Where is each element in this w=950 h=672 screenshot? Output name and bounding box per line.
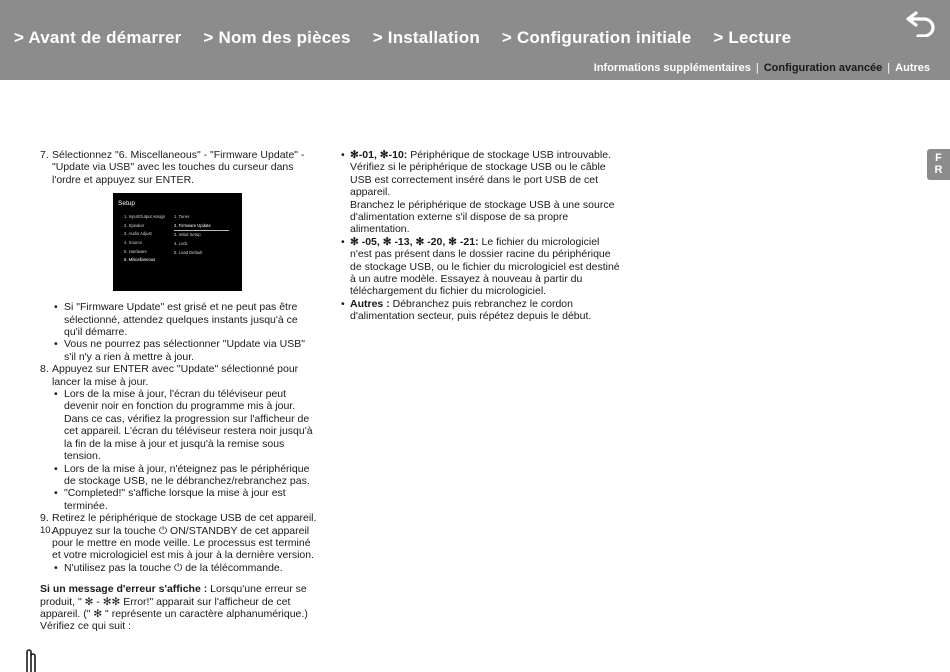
nav-installation[interactable]: > Installation (372, 28, 480, 47)
error-code-item (341, 298, 621, 323)
bullet-text: Si "Firmware Update" est grisé et ne peut pas être sélectionné, attendez quelques instants jusqu'à ce qu'il démarre. (64, 301, 298, 339)
setup-submenu-item-selected: 2. Firmware Update (174, 222, 229, 232)
return-arrow-icon[interactable] (904, 9, 938, 37)
bullet-icon: • (54, 301, 58, 314)
main-navigation (14, 28, 813, 48)
nav-configuration-initiale[interactable]: > Configuration initiale (501, 28, 692, 47)
right-column (341, 149, 621, 323)
setup-menu-sub (174, 213, 229, 257)
bullet-text: N'utilisez pas la touche ⏻ de la télécommande. (64, 561, 283, 574)
error-code-item (341, 236, 621, 298)
sub-navigation (594, 62, 930, 74)
step-text: Appuyez sur ENTER avec "Update" sélectionné pour lancer la mise à jour. (52, 363, 299, 388)
bullet-icon: • (54, 561, 58, 574)
setup-menu-main (124, 213, 165, 265)
bullet-item (40, 487, 318, 512)
bullet-icon: • (341, 149, 345, 161)
error-code-text: Branchez le périphérique de stockage USB à une source d'alimentation externe s'il dispose de sa propre alimentation. (350, 198, 615, 236)
error-code-label: ✻ -05, ✻ -13, ✻ -20, ✻ -21: (350, 235, 479, 248)
language-letter: F (935, 152, 942, 164)
setup-menu-item-selected: 6. Miscellaneous (124, 257, 156, 263)
error-code-text: Le fichier du micrologiciel n'est pas présent dans le dossier racine du périphérique de stockage USB, ou le fichier du micrologiciel est destiné à un autre modèle. Essayez à nouveau à partir du téléchargement du fichier du micrologiciel. (350, 235, 620, 298)
bullet-text: "Completed!" s'affiche lorsque la mise à jour est terminée. (64, 487, 286, 512)
bullet-icon: • (54, 462, 58, 475)
error-code-text: Périphérique de stockage USB introuvable. Vérifiez si le périphérique de stockage USB ou le câble USB est correctement inséré dans le port USB de cet appareil. (350, 149, 611, 199)
setup-menu-item: 1. Input/Output Assign (124, 214, 166, 220)
bullet-item (40, 562, 318, 574)
bullet-item (40, 388, 318, 462)
error-code-item (341, 149, 621, 236)
bullet-item (40, 338, 318, 363)
step-number: 8. (40, 363, 49, 376)
bullet-icon: • (341, 297, 345, 310)
setup-title: Setup (118, 200, 135, 208)
bullet-text: Vous ne pourrez pas sélectionner "Update via USB" s'il n'y a rien à mettre à jour. (64, 338, 305, 363)
subnav-informations[interactable]: Informations supplémentaires (593, 62, 751, 74)
bullet-item (40, 301, 318, 338)
setup-menu-item: 4. Source (124, 240, 142, 245)
setup-screen-image (113, 193, 242, 291)
subnav-configuration-avancee[interactable]: Configuration avancée (763, 62, 883, 74)
subnav-separator: | (755, 62, 759, 74)
step-9 (40, 512, 318, 524)
bullet-text: Lors de la mise à jour, l'écran du téléviseur peut devenir noir en fonction du programme mis à jour. Dans ce cas, vérifiez la progression sur l'afficheur de cet appareil. L'écran du téléviseur restera noir jusqu'à la fin de la mise à jour et jusqu'à la remise sous tension. (64, 388, 313, 463)
error-code-label: ✻-01, ✻-10: (350, 149, 408, 161)
error-code-label: Autres : (350, 297, 390, 310)
setup-menu-item: 5. Hardware (124, 248, 147, 254)
setup-submenu-item: 5. Load Default (174, 249, 203, 255)
nav-avant-de-demarrer[interactable]: > Avant de démarrer (14, 28, 182, 47)
setup-menu-item: 2. Speaker (124, 222, 145, 228)
subnav-separator: | (887, 62, 891, 74)
step-number: 10. (40, 524, 54, 536)
step-number: 7. (40, 149, 49, 161)
step-text: Retirez le périphérique de stockage USB de cet appareil. (52, 512, 317, 525)
error-text: Lorsqu'une erreur se produit, " ✻ - ✻✻ Error!" apparait sur l'afficheur de cet appareil. (" ✻ " représente un caractère alphanumérique.) Vérifiez ce qui suit : (40, 583, 308, 633)
bullet-icon: • (54, 338, 58, 351)
header-bar (0, 0, 950, 80)
step-number: 9. (40, 512, 49, 525)
nav-lecture[interactable]: > Lecture (713, 28, 792, 47)
bullet-icon: • (54, 388, 58, 401)
nav-nom-des-pieces[interactable]: > Nom des pièces (203, 28, 351, 47)
page-corner-mark-icon (24, 648, 37, 672)
bullet-text: Lors de la mise à jour, n'éteignez pas le périphérique de stockage USB, ne le débranchez/rebranchez pas. (64, 462, 310, 487)
language-tab[interactable] (927, 149, 950, 180)
step-text: Appuyez sur la touche ⏻ ON/STANDBY de cet appareil pour le mettre en mode veille. Le processus est terminé et votre micrologiciel est mis à jour à la dernière version. (52, 524, 315, 562)
left-column (40, 149, 318, 633)
step-7 (40, 149, 318, 186)
setup-submenu-item: 4. Lock (174, 241, 188, 246)
setup-menu-item: 3. Audio Adjust (124, 231, 152, 237)
error-code-text: Débranchez puis rebranchez le cordon d'alimentation secteur, puis répétez depuis le début. (350, 297, 592, 323)
error-message-paragraph (40, 583, 318, 633)
error-heading: Si un message d'erreur s'affiche : (40, 583, 208, 596)
bullet-icon: • (54, 487, 58, 500)
setup-submenu-item: 1. Tuner (174, 214, 190, 220)
bullet-item (40, 463, 318, 488)
bullet-icon: • (341, 235, 345, 248)
step-8 (40, 363, 318, 388)
subnav-autres[interactable]: Autres (895, 62, 930, 74)
step-10 (40, 525, 318, 562)
language-letter: R (934, 164, 943, 176)
setup-submenu-item: 3. Initial Setup (174, 232, 201, 238)
step-text: Sélectionnez "6. Miscellaneous" - "Firmware Update" - "Update via USB" avec les touches du curseur dans l'ordre et appuyez sur ENTER. (52, 149, 305, 186)
